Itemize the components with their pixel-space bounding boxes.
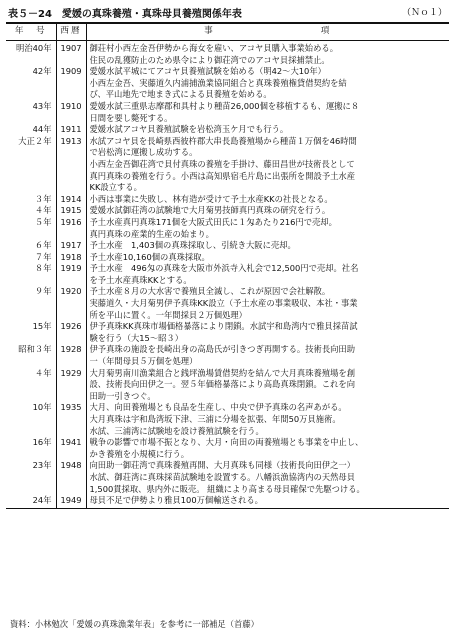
event-line: び、平山地先で地まき式による貝養殖を始める。 <box>89 89 272 100</box>
table-row <box>6 101 449 124</box>
table-row <box>6 460 449 495</box>
event-cell <box>86 66 449 78</box>
event-line: 設、技術長向田伊之一。翌５年価格暴落により高島真珠閉鎖。これを向 <box>89 379 356 390</box>
table-row <box>6 124 449 136</box>
event-line: 予土水産10,160個の真珠採取。 <box>89 251 210 262</box>
event-cell <box>86 252 449 264</box>
era-cell: 42年 <box>6 66 56 78</box>
page-number: （Ｎｏ１） <box>401 8 447 18</box>
source-note: 資料：小林勉次「愛媛の真珠漁業年表」を参考に一部補足（首藤） <box>10 619 259 629</box>
event-line: 愛媛水試平城にてアコヤ貝養殖試験を始める（明42～大10年） <box>89 66 326 77</box>
event-line: 予土水産真円真珠171個を大阪式田氏に１匁あたり216円で売却。 <box>89 216 337 227</box>
event-line: KK設立する。 <box>89 182 142 193</box>
event-line: 水試アコヤ貝を長崎県西彼杵郡大串長島養殖場から種苗１万個を46時間 <box>89 135 357 146</box>
event-line: 験を行う（大15～昭３） <box>89 332 184 343</box>
table-row <box>6 286 449 321</box>
era-cell: 43年 <box>6 101 56 124</box>
era-cell: ５年 <box>6 217 56 240</box>
table-row <box>6 205 449 217</box>
year-cell: 1949 <box>56 495 86 508</box>
era-cell: ４年 <box>6 205 56 217</box>
year-cell: 1926 <box>56 321 86 344</box>
table-row <box>6 321 449 344</box>
event-line: 小西は事業に失敗し、林有造が受けて予土水産KKの社長となる。 <box>89 193 333 204</box>
era-cell <box>6 78 56 101</box>
event-line: 伊予真珠KK真珠市場価格暴落により閉鎖。水試宇和島湾内で雅貝採苗試 <box>89 321 358 332</box>
era-cell: ４年 <box>6 368 56 403</box>
event-line: かき養殖を小規模に行う。 <box>89 448 190 459</box>
era-cell: 15年 <box>6 321 56 344</box>
table-row <box>6 41 449 67</box>
event-line: 予土水産８月の大水害で養殖貝全滅し、これが原因で会社解散。 <box>89 286 331 297</box>
year-cell: 1918 <box>56 252 86 264</box>
table-row <box>6 217 449 240</box>
table-row <box>6 194 449 206</box>
column-header-era: 年 号 <box>6 23 56 41</box>
era-cell: 24年 <box>6 495 56 508</box>
event-cell <box>86 136 449 194</box>
event-cell <box>86 495 449 508</box>
event-line: 真円真珠の産業的生産の始まり。 <box>89 228 214 239</box>
event-line: 愛媛水試御荘湾の試験地で大月菊男技師真円真珠の研究を行う。 <box>89 205 331 216</box>
column-header-event: 事 項 <box>86 23 449 41</box>
event-line: 小西左金吾、実藤道久内浦捕漁業協同組合と真珠養殖権貸借契約を結 <box>89 77 347 88</box>
event-cell <box>86 124 449 136</box>
column-header-year: 西暦 <box>56 23 86 41</box>
table-header <box>8 3 447 19</box>
table-row <box>6 263 449 286</box>
event-cell <box>86 41 449 67</box>
era-cell: 44年 <box>6 124 56 136</box>
event-line: 愛媛水試アコヤ貝養殖試験を岩松湾玉ケ月でも行う。 <box>89 124 289 135</box>
event-cell <box>86 217 449 240</box>
table-title: 表５－24 愛媛の真珠養殖・真珠母貝養殖関係年表 <box>8 9 242 20</box>
event-line: を予土水産真珠KKとする。 <box>89 274 192 285</box>
event-cell <box>86 101 449 124</box>
column-header-row <box>6 23 449 41</box>
table-row <box>6 344 449 367</box>
table-row <box>6 78 449 101</box>
table-row <box>6 495 449 508</box>
table-row <box>6 402 449 437</box>
event-line: 伊予真珠の施設を長崎出身の高島氏が引きつぎ再開する。技術長向田助 <box>89 344 356 355</box>
era-cell: ８年 <box>6 263 56 286</box>
year-cell: 1914 <box>56 194 86 206</box>
year-cell: 1907 <box>56 41 86 67</box>
era-cell: 10年 <box>6 402 56 437</box>
event-line: 大月菊男南川漁業組合と銭坪漁場賃借契約を結んで大月真珠養殖場を創 <box>89 367 356 378</box>
event-line: 水試、御荘湾に真珠採苗試験地を設置する。八幡浜漁協湾内の天然母貝 <box>89 471 356 482</box>
era-cell: ３年 <box>6 194 56 206</box>
event-cell <box>86 344 449 367</box>
table-row <box>6 240 449 252</box>
chronology-table <box>6 22 449 509</box>
era-cell: 23年 <box>6 460 56 495</box>
event-cell <box>86 240 449 252</box>
event-line: 小西左金吾御荘湾で貝付真珠の養殖を手掛け、藤田昌世が技術長として <box>89 158 355 169</box>
era-cell: ７年 <box>6 252 56 264</box>
event-line: 大月、向田養殖場とも良品を生産し、中央で伊予真珠の名声あがる。 <box>89 402 347 413</box>
year-cell: 1941 <box>56 437 86 460</box>
event-line: 田助一引きつぐ。 <box>89 390 156 401</box>
event-line: 実藤道久・大月菊男伊予真珠KK設立（予土水産の事業吸収、本社・事業 <box>89 298 358 309</box>
event-line: 住民の乱獲防止のため県令により御荘湾でのアコヤ貝採捕禁止。 <box>89 54 330 65</box>
era-cell: ９年 <box>6 286 56 321</box>
era-cell: 昭和３年 <box>6 344 56 367</box>
year-cell: 1911 <box>56 124 86 136</box>
event-cell <box>86 205 449 217</box>
event-line: 日間を要し斃死する。 <box>89 112 173 123</box>
event-cell <box>86 402 449 437</box>
event-line: 母貝不足で伊勢より雅貝100万個輸送される。 <box>89 495 263 506</box>
year-cell: 1913 <box>56 136 86 194</box>
event-line: 所を平山に置く。一年間採貝２万個処理） <box>89 309 247 320</box>
era-cell: 大正２年 <box>6 136 56 194</box>
event-cell <box>86 460 449 495</box>
era-cell: ６年 <box>6 240 56 252</box>
year-cell: 1916 <box>56 217 86 240</box>
event-line: で岩松湾に運搬し成功する。 <box>89 147 198 158</box>
event-line: 戦争の影響で市場不振となり、大月・向田の両養殖場とも事業を中止し、 <box>89 437 364 448</box>
event-cell <box>86 194 449 206</box>
table-row <box>6 66 449 78</box>
event-cell <box>86 78 449 101</box>
event-line: 真円真珠の養殖を行う。小西は高知県宿毛片島に出張所を開設予土水産 <box>89 170 356 181</box>
event-line: 予土水産 496匁の真珠を大阪市外浜寺入札会で12,500円で売却。社名 <box>89 263 359 274</box>
era-cell: 16年 <box>6 437 56 460</box>
table-row <box>6 437 449 460</box>
era-cell: 明治40年 <box>6 41 56 67</box>
year-cell <box>56 78 86 101</box>
event-cell <box>86 321 449 344</box>
event-line: 向田助一御荘湾で真珠養殖再開、大月真珠も同様（技術長向田伊之一） <box>89 460 356 471</box>
table-row <box>6 368 449 403</box>
event-line: 大月真珠は宇和島湾坂下津、三浦に分場を拡張、年間50万貝施術。 <box>89 414 341 424</box>
table-row <box>6 252 449 264</box>
event-line: 一（年間母貝５万個を処理） <box>89 356 198 367</box>
year-cell: 1910 <box>56 101 86 124</box>
event-line: 御荘村小西左金吾伊勢から海女を雇い、アコヤ貝購入事業始める。 <box>89 43 338 53</box>
event-cell <box>86 437 449 460</box>
event-cell <box>86 286 449 321</box>
year-cell: 1948 <box>56 460 86 495</box>
event-cell <box>86 368 449 403</box>
year-cell: 1909 <box>56 66 86 78</box>
year-cell: 1919 <box>56 263 86 286</box>
year-cell: 1928 <box>56 344 86 367</box>
event-line: 水試、三浦湾に試験地を設け養殖試験を行う。 <box>89 425 264 436</box>
table-row <box>6 136 449 194</box>
year-cell: 1917 <box>56 240 86 252</box>
event-line: 愛媛水試三重県志摩郡和具村より種苗26,000個を移植するも、運搬に８ <box>89 100 360 111</box>
event-cell <box>86 263 449 286</box>
year-cell: 1920 <box>56 286 86 321</box>
event-line: 1,500貫採取、県内外に販売。 組織により高まる母貝確保で先駆つける。 <box>89 483 365 494</box>
year-cell: 1915 <box>56 205 86 217</box>
year-cell: 1929 <box>56 368 86 403</box>
event-line: 予土水産 1,403個の真珠採取し、引続き大阪に売却。 <box>89 240 296 251</box>
year-cell: 1935 <box>56 402 86 437</box>
